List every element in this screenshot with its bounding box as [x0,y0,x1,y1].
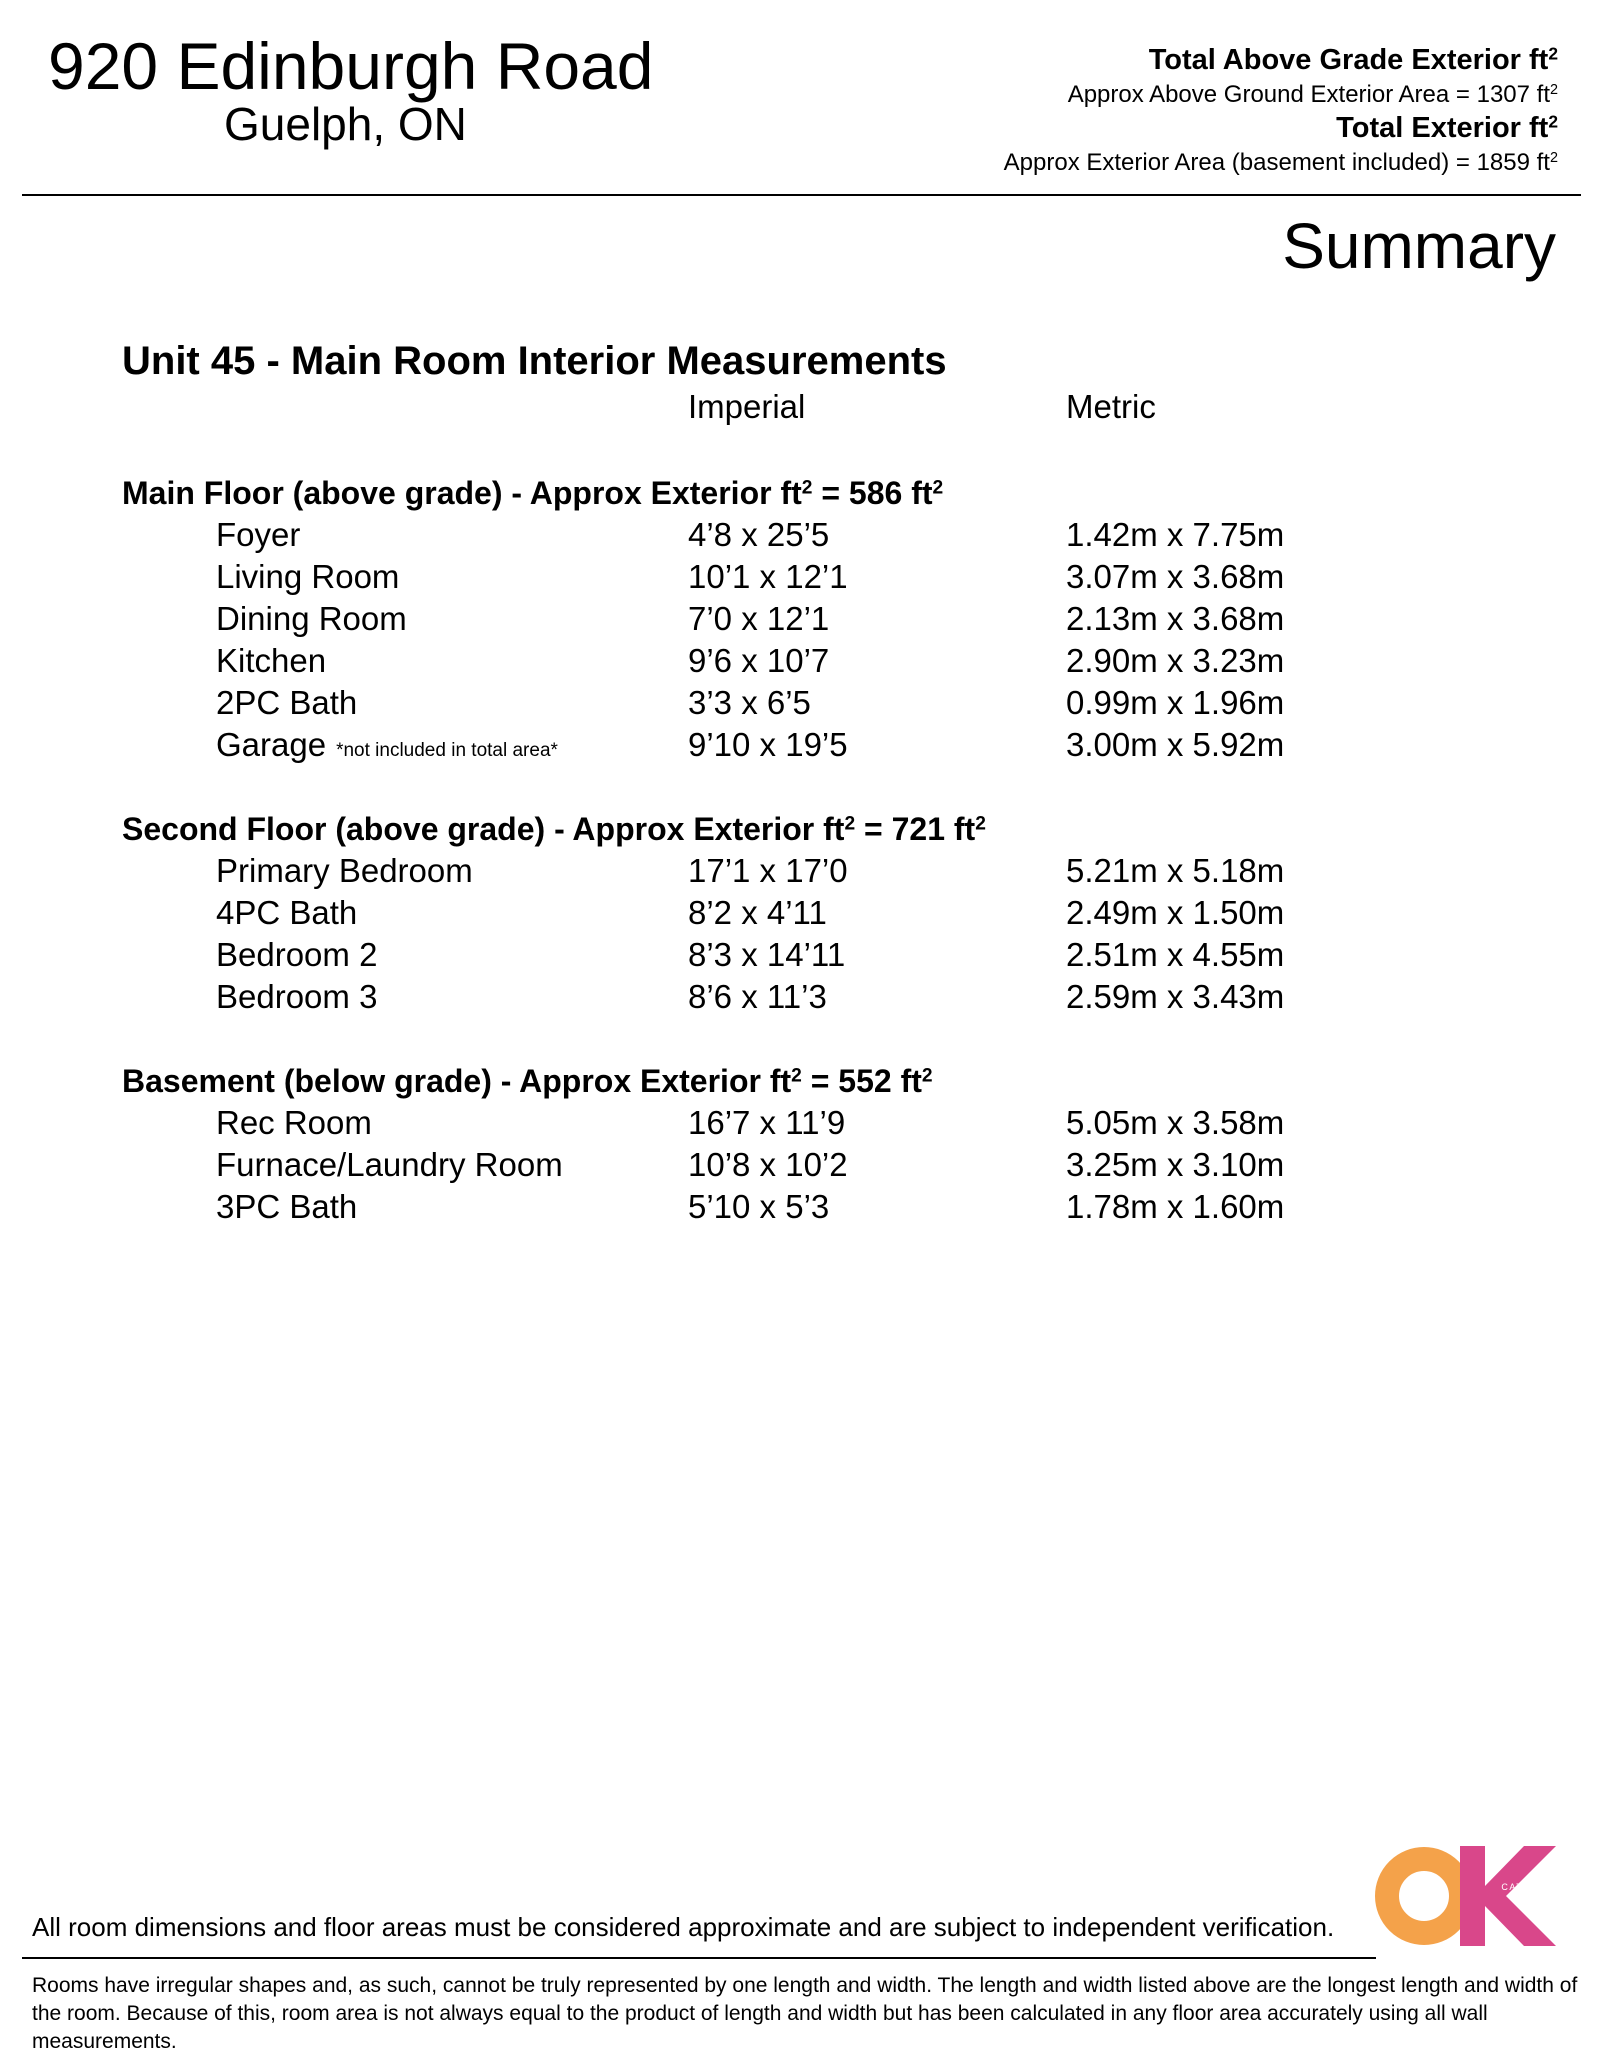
total-exterior-area: Approx Exterior Area (basement included) = 1859 $ft^2$ [1003,149,1558,176]
room-name: Foyer [216,516,301,553]
room-metric: 2.90m x 3.23m [1066,642,1285,679]
room-imperial: 5’10 x 5’3 [688,1188,830,1225]
unit-title: Unit 45 - Main Room Interior Measurements [122,339,947,383]
room-metric: 3.07m x 3.68m [1066,558,1285,595]
room-metric: 5.21m x 5.18m [1066,852,1285,889]
ok-logo-graphic [1374,1846,1570,1946]
room-name: Garage *not included in total area* [216,726,558,763]
logo-letter-o [1387,1859,1461,1933]
room-metric: 3.25m x 3.10m [1066,1146,1285,1183]
room-metric: 1.42m x 7.75m [1066,516,1285,553]
footer-divider [22,1957,1376,1959]
column-header-imperial: Imperial [688,388,806,425]
room-metric: 1.78m x 1.60m [1066,1188,1285,1225]
room-metric: 0.99m x 1.96m [1066,684,1285,721]
property-street-address: 920 Edinburgh Road [48,29,654,103]
room-imperial: 10’1 x 12’1 [688,558,848,595]
total-exterior-heading: Total Exterior $ft^2$ [1336,111,1558,144]
above-grade-area: Approx Above Ground Exterior Area = 1307 $ft^2$ [1067,81,1558,108]
room-imperial: 9’10 x 19’5 [688,726,848,763]
floor-heading-second: Second Floor (above grade) - Approx Exterior $ft^2 = 721$ $ft^2$ [122,811,986,847]
room-name: 3PC Bath [216,1188,358,1225]
summary-title: Summary [1282,210,1556,282]
room-name: 4PC Bath [216,894,358,931]
floor-heading-main: Main Floor (above grade) - Approx Exterior $ft^2 = 586$ $ft^2$ [122,475,944,511]
room-metric: 2.49m x 1.50m [1066,894,1285,931]
disclaimer-text: All room dimensions and floor areas must be considered approximate and are subject to independent verification. [32,1912,1335,1942]
room-imperial: 3’3 x 6’5 [688,684,811,721]
room-imperial: 8’6 x 11’3 [688,978,827,1015]
room-metric: 2.13m x 3.68m [1066,600,1285,637]
room-metric: 2.59m x 3.43m [1066,978,1285,1015]
room-metric: 2.51m x 4.55m [1066,936,1285,973]
room-imperial: 10’8 x 10’2 [688,1146,848,1183]
room-imperial: 17’1 x 17’0 [688,852,848,889]
room-name: Living Room [216,558,400,595]
room-name: Dining Room [216,600,407,637]
cathy-koop-photography-logo [1374,1846,1570,1946]
room-metric: 3.00m x 5.92m [1066,726,1285,763]
floor-heading-basement: Basement (below grade) - Approx Exterior $ft^2 = 552$ $ft^2$ [122,1063,933,1099]
room-imperial: 7’0 x 12’1 [688,600,830,637]
footnote-text: Rooms have irregular shapes and, as such, cannot be truly represented by one length and width. The length and width listed above are the longest length and width of the room. Because of this, room area is not always equal to the product of length and width but has been calculated in any floor area accurately using all wall measurements. [32,1974,1578,2053]
header-divider [22,194,1581,196]
logo-brand-name: CATHY KOOP [1501,1882,1570,1892]
room-imperial: 9’6 x 10’7 [688,642,830,679]
property-city: Guelph, ON [224,98,467,150]
room-metric: 5.05m x 3.58m [1066,1104,1285,1141]
room-imperial: 8’2 x 4’11 [688,894,827,931]
room-imperial: 16’7 x 11’9 [688,1104,846,1141]
room-name: Rec Room [216,1104,372,1141]
room-name: 2PC Bath [216,684,358,721]
room-imperial: 4’8 x 25’5 [688,516,830,553]
room-name: Furnace/Laundry Room [216,1146,563,1183]
column-header-metric: Metric [1066,388,1156,425]
logo-brand-subtitle: PHOTOGRAPHY [1511,1895,1565,1901]
above-grade-heading: Total Above Grade Exterior $ft^2$ [1148,43,1558,76]
room-name: Primary Bedroom [216,852,473,889]
room-name: Bedroom 2 [216,936,378,973]
room-note: *not included in total area* [336,740,558,761]
room-name: Bedroom 3 [216,978,378,1015]
room-name: Kitchen [216,642,327,679]
room-imperial: 8’3 x 14’11 [688,936,846,973]
